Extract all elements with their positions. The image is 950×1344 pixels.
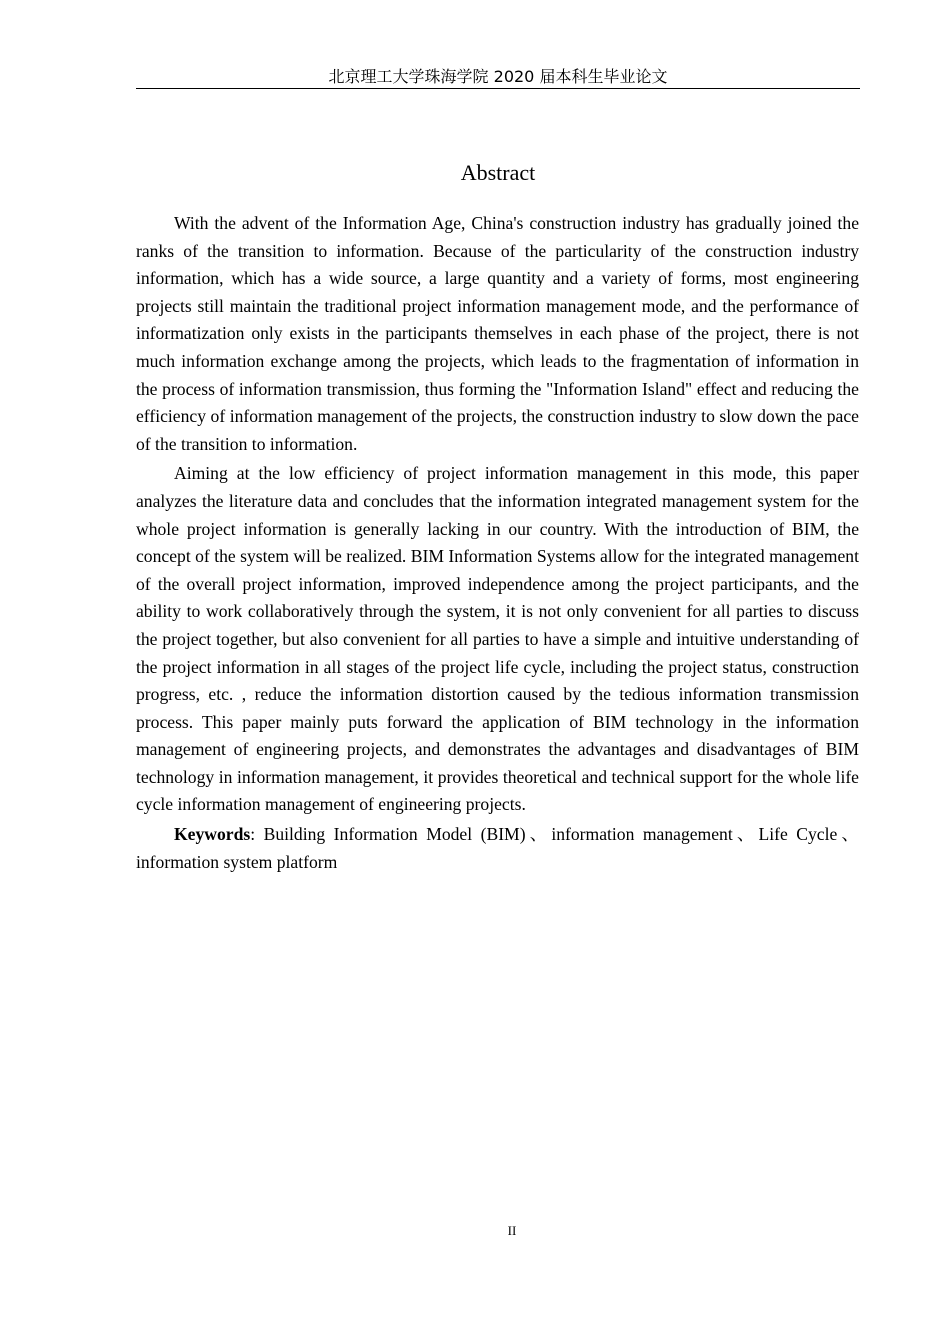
keywords-line	[136, 821, 859, 876]
keywords-text: Building Information Model (BIM)、information management、Life Cycle、information system platform	[136, 824, 859, 872]
keywords-separator: :	[250, 824, 264, 845]
running-title: 北京理工大学珠海学院 2020 届本科生毕业论文	[328, 67, 668, 86]
keywords-label: Keywords	[174, 824, 251, 845]
page-number: II	[507, 1223, 517, 1238]
abstract-paragraph-2: Aiming at the low efficiency of project information management in this mode, this paper analyzes the literature data and concludes that the information integrated management system for the whole project information is generally lacking in our country. With the introduction of BIM, the concept of the system will be realized. BIM Information Systems allow for the integrated management of the overall project information, improved independence among the project participants, and the ability to work collaboratively through the system, it is not only convenient for all parties to discuss the project together, but also convenient for all parties to have a simple and intuitive understanding of the project information in all stages of the project life cycle, including the project status, construction progress, etc. , reduce the information distortion caused by the tedious information transmission process. This paper mainly puts forward the application of BIM technology in the information management of engineering projects, and demonstrates the advantages and disadvantages of BIM technology in information management, it provides theoretical and technical support for the whole life cycle information management of engineering projects.	[136, 463, 859, 815]
running-header	[136, 66, 860, 89]
abstract-title: Abstract	[460, 160, 536, 185]
abstract-body	[136, 210, 859, 878]
abstract-paragraph-1: With the advent of the Information Age, China's construction industry has gradually joined the ranks of the transition to information. Because of the particularity of the construction industry information, which has a wide source, a large quantity and a variety of forms, most engineering projects still maintain the traditional project information management mode, and the performance of informatization only exists in the participants themselves in each phase of the project, there is not much information exchange among the projects, which leads to the fragmentation of information in the process of information transmission, thus forming the "Information Island" effect and reducing the efficiency of information management of the projects, the construction industry to slow down the pace of the transition to information.	[136, 213, 859, 454]
